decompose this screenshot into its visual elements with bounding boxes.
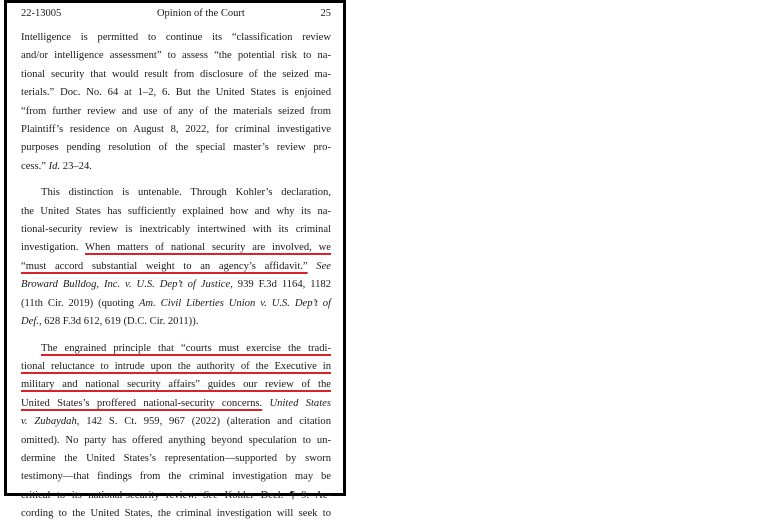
- text-segment: 23–24.: [60, 160, 92, 172]
- text-line: This distinction is untenable. Through Kohler’s declaration,: [41, 187, 331, 199]
- text-line: [21, 276, 331, 294]
- text-line: tional-security review is inextricably intertwined with its criminal: [21, 224, 331, 236]
- text-line: testimony—that findings from the criminal investigation may be: [21, 471, 331, 483]
- citation-italic: See: [307, 260, 331, 272]
- text-line: [21, 376, 331, 394]
- text-segment: , 939 F.3d 1164, 1182: [230, 279, 331, 291]
- docket-number: 22-13005: [21, 8, 62, 19]
- text-segment: cess.”: [21, 160, 49, 172]
- text-line: omitted). No party has offered anything beyond speculation to un-: [21, 434, 331, 446]
- text-line: [21, 413, 331, 431]
- text-segment: , 628 F.3d 612, 619 (D.C. Cir. 2011)).: [38, 316, 199, 328]
- text-line: [21, 395, 331, 413]
- text-line: cording to the United States, the criminal investigation will seek to: [21, 508, 331, 520]
- paragraph-1: [21, 29, 331, 176]
- text-line: terials.” Doc. No. 64 at 1–2, 6. But the United States is enjoined: [21, 87, 331, 99]
- text-line: and/or intelligence assessment” to assess “the potential risk to na-: [21, 50, 331, 62]
- case-name-italic: v. Zubaydah: [21, 416, 77, 428]
- text-line: [21, 258, 331, 276]
- case-name-italic: Broward Bulldog, Inc. v. U.S. Dep’t of Justice: [21, 279, 231, 291]
- highlighted-text: military and national security affairs” guides our review of the: [21, 379, 331, 391]
- text-line: dermine the United States’s representation—supported by sworn: [21, 452, 331, 464]
- text-line: “from further review and use of any of the materials seized from: [21, 105, 331, 117]
- highlighted-text: When matters of national security are involved, we: [85, 242, 331, 254]
- highlighted-text: “must accord substantial weight to an agency’s affidavit.”: [21, 260, 308, 272]
- text-segment: investigation.: [21, 242, 86, 254]
- text-line: [21, 487, 331, 505]
- text-line: the United States has sufficiently explained how and why its na-: [21, 205, 331, 217]
- document-frame: [4, 0, 346, 520]
- text-segment: , 142 S. Ct. 959, 967 (2022) (alteration and citation: [76, 416, 331, 428]
- text-line: [21, 295, 331, 313]
- text-line: [21, 313, 331, 331]
- opinion-page: [21, 7, 331, 532]
- case-name-italic: United States: [262, 397, 331, 409]
- text-line: [21, 340, 331, 358]
- citation-italic: Id.: [48, 160, 61, 172]
- text-segment: Kohler Decl. ¶ 9. Ac-: [218, 489, 331, 501]
- citation-italic: See: [203, 489, 219, 501]
- text-line: [21, 358, 331, 376]
- text-line: purposes pending resolution of the special master’s review pro-: [21, 142, 331, 154]
- case-name-italic: Def.: [21, 316, 39, 328]
- text-line: Intelligence is permitted to continue its “classification review: [21, 32, 331, 43]
- paragraph-3: [21, 340, 331, 524]
- text-line: Plaintiff’s residence on August 8, 2022, for criminal investigative: [21, 124, 331, 136]
- highlighted-text: tional reluctance to intrude upon the authority of the Executive in: [21, 360, 331, 372]
- highlighted-text: The engrained principle that “courts must exercise the tradi-: [41, 342, 331, 354]
- text-line: tional security that would result from disclosure of the seized ma-: [21, 68, 331, 80]
- paragraph-2: [21, 184, 331, 331]
- highlighted-text: United States’s proffered national-security concerns.: [21, 397, 263, 409]
- text-segment: critical to its national-security review.: [21, 489, 204, 501]
- case-name-italic: Am. Civil Liberties Union v. U.S. Dep’t of: [138, 297, 331, 309]
- text-segment: (11th Cir. 2019) (quoting: [21, 297, 139, 309]
- text-line: [21, 158, 331, 176]
- page-number: 25: [320, 8, 331, 19]
- text-line: [21, 239, 331, 257]
- page-header: [21, 7, 331, 21]
- running-title: Opinion of the Court: [156, 8, 245, 19]
